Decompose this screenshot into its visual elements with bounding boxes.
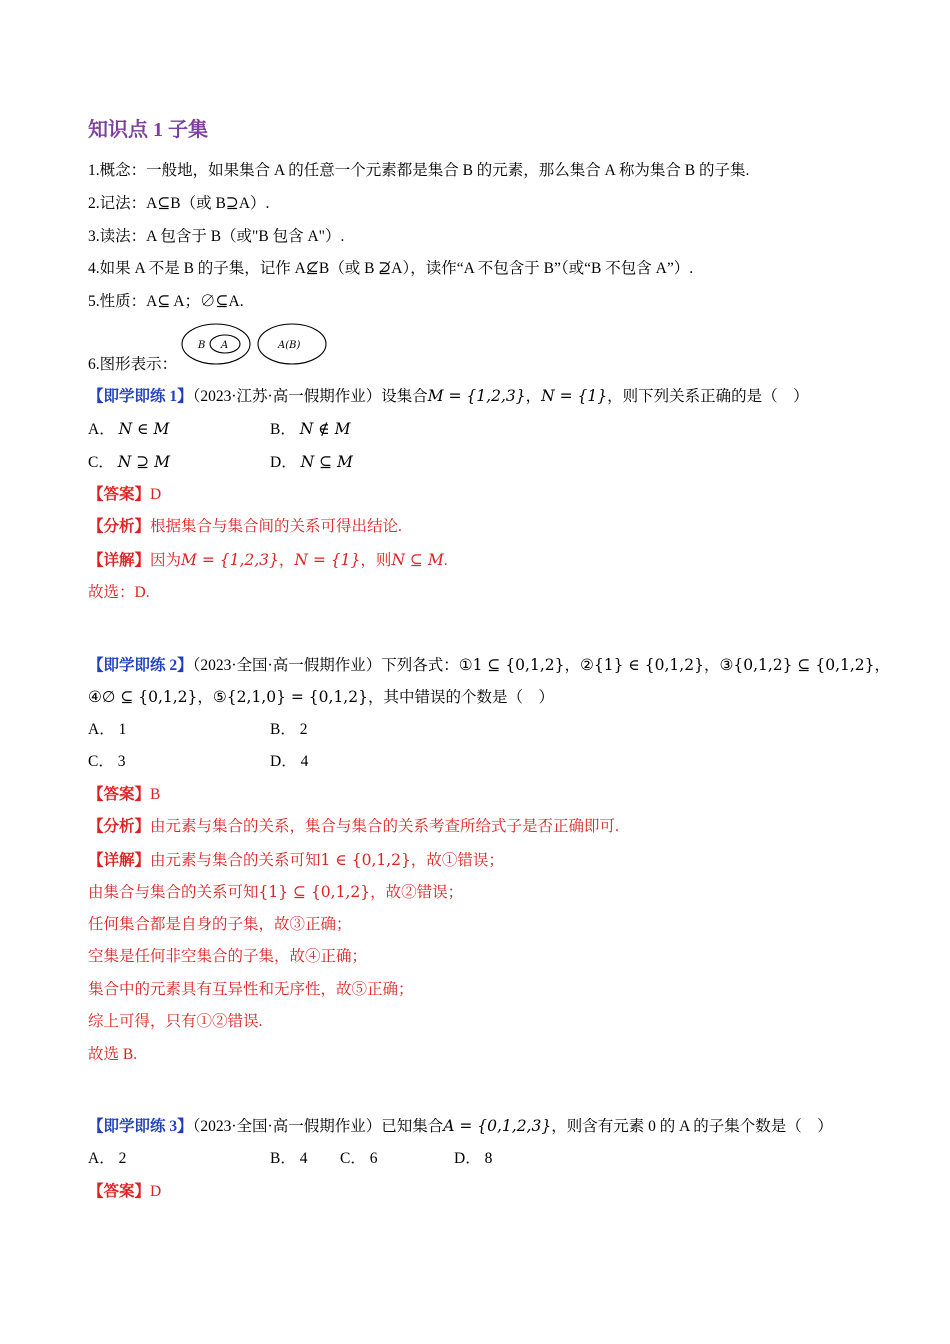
q1-option-a-text: N ∈ M — [118, 420, 170, 438]
q2-analysis-tag: 【分析】 — [88, 818, 151, 835]
q2-option-a — [88, 720, 126, 740]
q1-source: （2023·江苏·高一假期作业）设集合 — [192, 388, 428, 405]
q1-option-a — [88, 419, 169, 440]
point-reading: 3.读法：A 包含于 B（或"B 包含 A"）. — [88, 228, 345, 245]
q1-tag: 【即学即练 1】 — [88, 388, 193, 405]
q2-conclusion: 故选 B. — [88, 1046, 138, 1063]
q1-detail-d: . — [443, 552, 448, 569]
q1-detail-math-m: M = {1,2,3} — [181, 551, 279, 569]
q3-option-b — [270, 1149, 307, 1169]
q1-detail-tag: 【详解】 — [88, 552, 151, 569]
q3-tail: ，则含有元素 0 的 A 的子集个数是（ ） — [551, 1118, 833, 1135]
q2-detail-2-math: {1} ⊆ {0,1,2} — [258, 883, 371, 901]
q2-option-b — [270, 720, 307, 740]
q2-option-c-text: 3 — [117, 753, 126, 770]
q1-option-d-label: D． — [270, 454, 297, 471]
q3-option-b-label: B． — [270, 1150, 296, 1167]
q2-detail-2b: ，故②错误； — [370, 884, 464, 901]
q1-conclusion: 故选：D. — [88, 584, 150, 601]
q2-tag: 【即学即练 2】 — [88, 657, 193, 674]
q1-option-c-text: N ⊇ M — [117, 453, 170, 471]
q2-option-b-label: B． — [270, 721, 296, 738]
q2-detail-1 — [88, 850, 504, 871]
q3-option-c-text: 6 — [369, 1150, 378, 1167]
q2-math-line1: ①1 ⊆ {0,1,2}，②{1} ∈ {0,1,2}，③{0,1,2} ⊆ {0,1,2}， — [458, 656, 891, 674]
q2-answer-tag: 【答案】 — [88, 786, 151, 803]
q1-option-d — [270, 452, 353, 473]
q1-option-b-text: N ∉ M — [299, 420, 351, 438]
q3-option-a-label: A． — [88, 1150, 115, 1167]
q2-option-d-label: D． — [270, 753, 297, 770]
q3-answer-value: D — [150, 1183, 162, 1200]
point-concept: 1.概念：一般地，如果集合 A 的任意一个元素都是集合 B 的元素，那么集合 A 称为集合 B 的子集. — [88, 162, 750, 179]
q1-option-b-label: B． — [270, 421, 296, 438]
q3-answer — [88, 1182, 161, 1202]
q2-option-c — [88, 752, 125, 772]
q1-detail-b: ， — [278, 552, 295, 569]
venn-label-b: B — [198, 340, 206, 351]
q1-option-a-label: A． — [88, 421, 115, 438]
q2-tail: ，其中错误的个数是（ ） — [367, 689, 554, 706]
q2-detail-2 — [88, 882, 463, 903]
q2-detail-6: 综上可得，只有①②错误. — [88, 1013, 263, 1030]
q1-option-b — [270, 419, 350, 440]
q3-option-a-text: 2 — [118, 1150, 127, 1167]
q3-stem — [88, 1116, 833, 1137]
q2-option-a-label: A． — [88, 721, 115, 738]
q3-option-d-label: D． — [454, 1150, 481, 1167]
q2-analysis — [88, 817, 619, 837]
q1-detail-c: ，则 — [360, 552, 392, 569]
q2-detail-2a: 由集合与集合的关系可知 — [88, 884, 259, 901]
venn-diagram — [180, 320, 330, 370]
q1-math-n: N = {1} — [541, 387, 608, 405]
q1-sep: ， — [525, 388, 542, 405]
point-property: 5.性质：A⊆ A；∅⊆A. — [88, 293, 244, 310]
q1-option-c — [88, 452, 170, 473]
q2-analysis-text: 由元素与集合的关系，集合与集合的关系考查所给式子是否正确即可. — [150, 818, 619, 835]
q1-detail — [88, 550, 448, 571]
q3-option-d — [454, 1149, 492, 1169]
q1-option-d-text: N ⊆ M — [300, 453, 353, 471]
q1-detail-math-result: N ⊆ M — [391, 551, 444, 569]
q1-analysis-tag: 【分析】 — [88, 518, 151, 535]
q2-math-line2: ④∅ ⊆ {0,1,2}，⑤{2,1,0} = {0,1,2} — [88, 688, 368, 706]
q2-stem-line1 — [88, 655, 890, 676]
q3-option-c-label: C． — [340, 1150, 366, 1167]
point-diagram-label: 6.图形表示： — [88, 356, 178, 373]
q1-analysis — [88, 517, 402, 537]
q3-source: （2023·全国·高一假期作业）已知集合 — [192, 1118, 444, 1135]
q2-option-b-text: 2 — [299, 721, 308, 738]
q2-stem-line2 — [88, 687, 554, 708]
q2-option-a-text: 1 — [118, 721, 127, 738]
q3-option-b-text: 4 — [299, 1150, 308, 1167]
q1-stem — [88, 386, 809, 407]
q1-answer-tag: 【答案】 — [88, 486, 151, 503]
q2-detail-1-math: 1 ∈ {0,1,2} — [320, 851, 411, 869]
venn-label-ab: A(B) — [278, 340, 301, 351]
q1-option-c-label: C． — [88, 454, 114, 471]
q3-answer-tag: 【答案】 — [88, 1183, 151, 1200]
q1-detail-math-n: N = {1} — [294, 551, 361, 569]
q2-detail-1b: ，故①错误； — [410, 852, 504, 869]
q2-option-d — [270, 752, 308, 772]
q2-answer-value: B — [150, 786, 161, 803]
q1-analysis-text: 根据集合与集合间的关系可得出结论. — [150, 518, 402, 535]
q3-math: A = {0,1,2,3} — [443, 1117, 552, 1135]
q1-math-m: M = {1,2,3} — [427, 387, 526, 405]
venn-label-a: A — [221, 340, 229, 351]
q3-option-c — [340, 1149, 377, 1169]
q3-option-a — [88, 1149, 126, 1169]
q2-option-c-label: C． — [88, 753, 114, 770]
q2-answer — [88, 785, 160, 805]
point-notation: 2.记法：A⊆B（或 B⊇A）. — [88, 195, 270, 212]
q1-detail-a: 因为 — [150, 552, 182, 569]
q3-option-d-text: 8 — [484, 1150, 493, 1167]
q2-source: （2023·全国·高一假期作业）下列各式： — [192, 657, 459, 674]
q1-answer — [88, 485, 161, 505]
q2-option-d-text: 4 — [300, 753, 309, 770]
q2-detail-5: 集合中的元素具有互异性和无序性，故⑤正确； — [88, 981, 414, 998]
q2-detail-4: 空集是任何非空集合的子集，故④正确； — [88, 948, 368, 965]
q2-detail-1a: 由元素与集合的关系可知 — [150, 852, 321, 869]
q2-detail-3: 任何集合都是自身的子集，故③正确； — [88, 916, 352, 933]
q1-answer-value: D — [150, 486, 162, 503]
point-not-subset: 4.如果 A 不是 B 的子集，记作 A⊈B（或 B ⊉A），读作“A 不包含于 B”（或“B 不包含 A”）. — [88, 260, 694, 277]
section-title: 知识点 1 子集 — [88, 119, 208, 141]
q2-detail-tag: 【详解】 — [88, 852, 151, 869]
q1-tail: ，则下列关系正确的是（ ） — [607, 388, 809, 405]
q3-tag: 【即学即练 3】 — [88, 1118, 193, 1135]
